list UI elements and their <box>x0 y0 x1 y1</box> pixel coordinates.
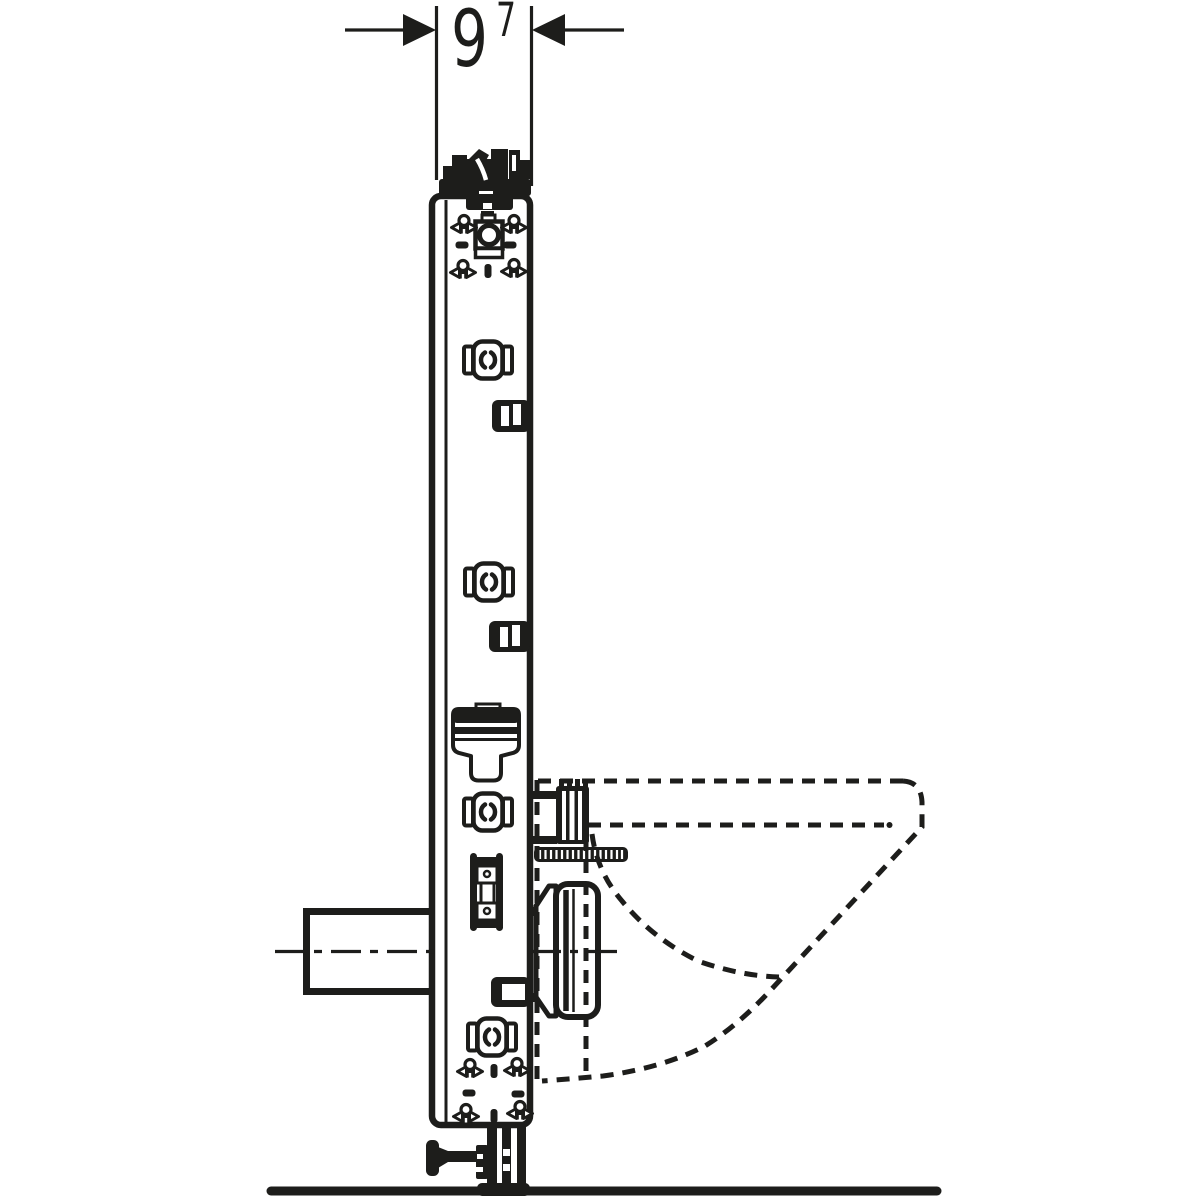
dimension-value: 9 <box>451 0 488 85</box>
dimension-arrow-right-icon <box>403 14 436 46</box>
slot-mark <box>485 264 492 278</box>
slot-mark <box>504 242 517 249</box>
water-supply-fittings <box>439 149 531 196</box>
pipe-clamp-icon <box>468 1019 516 1056</box>
slot-mark <box>463 1090 476 1097</box>
flush-pipe-connector <box>531 779 589 844</box>
water-valve-port <box>480 226 499 245</box>
valve-base <box>476 249 503 258</box>
slot-mark <box>491 1064 498 1078</box>
rail-bracket-lower <box>491 977 530 1007</box>
mounting-plate <box>470 853 503 931</box>
adjustable-foot <box>426 1127 530 1196</box>
rail-bracket-middle <box>489 621 530 652</box>
dimension-superscript: 7 <box>496 0 516 48</box>
slot-mark <box>491 1109 498 1123</box>
screw-hole-icon <box>484 871 490 877</box>
dimension-arrow-left-icon <box>532 14 565 46</box>
slot-mark <box>512 1091 525 1098</box>
slot-mark <box>456 242 469 249</box>
adjustment-knob <box>426 1140 439 1176</box>
screw-hole-icon <box>484 908 490 914</box>
rail-bracket-upper <box>492 400 530 432</box>
threaded-fixing-rail <box>534 847 628 862</box>
pipe-clamp-icon <box>464 794 512 831</box>
pipe-clamp-icon <box>464 342 512 379</box>
pipe-clamp-icon <box>465 564 513 601</box>
pan-seat-line-end <box>887 822 893 828</box>
adjustment-rod <box>447 1151 477 1162</box>
